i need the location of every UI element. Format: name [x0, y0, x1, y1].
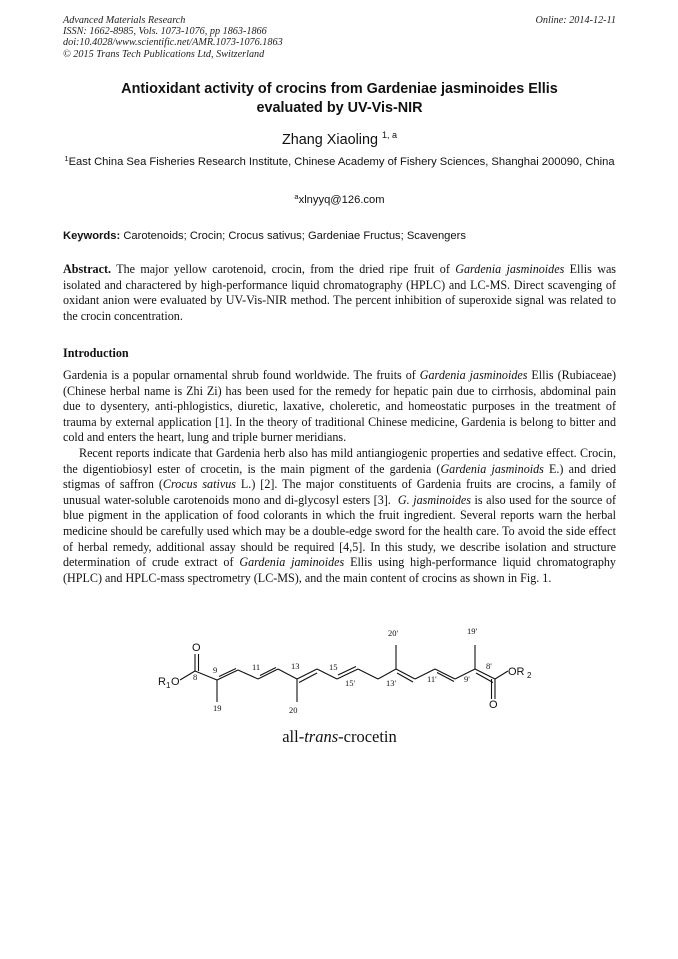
- molecule-bonds: [180, 645, 508, 702]
- atom-or2: OR: [508, 666, 525, 678]
- affiliation-text: East China Sea Fisheries Research Institute, Chinese Academy of Fishery Sciences, Shanghai 200090, China: [68, 156, 615, 168]
- atom-or2-subscript: 2: [527, 671, 532, 680]
- paragraph-2: [63, 446, 616, 586]
- journal-header: [63, 15, 616, 60]
- copyright-line: © 2015 Trans Tech Publications Ltd, Switzerland: [63, 48, 265, 60]
- locant-15: 15: [329, 662, 338, 672]
- online-date: Online: 2014-12-11: [535, 15, 616, 26]
- author-line: [63, 131, 616, 149]
- p1-species-name: Gardenia jasminoides: [419, 368, 528, 382]
- atom-r1: R: [158, 676, 166, 688]
- p2-species-3: G. jasminoides: [397, 492, 471, 507]
- locant-11: 11: [252, 662, 261, 672]
- p2-species-4: Gardenia jaminoides: [239, 555, 345, 570]
- journal-name: Advanced Materials Research: [63, 15, 186, 26]
- p2-text-4: is also used for the source of blue pigment in the application of food colorants in which the fruit ingredient. Several reports warn the herbal medicine should be carefully used which may be a double-edge sword for the health care. To avoid the side effect of herbal remedy, additional assay should be required [4,5]. In this study, we describe isolation and structure determination of crude extract of: [63, 492, 617, 570]
- keywords: [63, 228, 616, 244]
- section-heading-introduction: Introduction: [63, 346, 129, 360]
- atom-o-bottom: O: [489, 699, 498, 711]
- locant-8: 8: [193, 672, 198, 682]
- caption-suffix: -crocetin: [338, 727, 397, 746]
- keywords-label: Keywords:: [63, 230, 121, 242]
- locant-20: 20: [289, 705, 298, 715]
- paragraph-1: [63, 368, 616, 446]
- doi-line: doi:10.4028/www.scientific.net/AMR.1073-1076.1863: [63, 37, 283, 49]
- figure-caption: [63, 727, 616, 747]
- p2-text-1: Recent reports indicate that Gardenia herb also has mild antiangiogenic properties and sedative effect. Crocin, the digentiobiosyl ester of crocetin, is the main pigment of the gardenia (: [63, 445, 616, 476]
- locant-19: 19: [213, 703, 222, 713]
- caption-prefix: all-: [282, 727, 305, 746]
- author-affiliation-marker: 1, a: [382, 130, 398, 140]
- locant-9-prime: 9': [464, 674, 470, 684]
- atom-r1-oxygen: O: [171, 676, 180, 688]
- locant-11-prime: 11': [427, 674, 437, 684]
- introduction-body: [63, 368, 616, 586]
- p2-text-2: E.) and dried stigmas of saffron (: [63, 461, 617, 492]
- affiliation-marker: 1: [64, 154, 69, 163]
- abstract-text-1: The major yellow carotenoid, crocin, from the dried ripe fruit of: [116, 262, 450, 276]
- locant-13: 13: [291, 661, 300, 671]
- email-address[interactable]: xlnyyq@126.com: [298, 194, 385, 206]
- author-name: Zhang Xiaoling: [281, 132, 378, 148]
- abstract: [63, 262, 616, 324]
- email-marker: a: [294, 192, 299, 201]
- p2-text-5: Ellis using high-performance liquid chromatography (HPLC) and HPLC-mass spectrometry (LC-MS), and the main content of crocins as shown in Fig. 1.: [63, 555, 616, 585]
- paper-title: [63, 80, 616, 118]
- caption-italic: trans: [304, 727, 339, 746]
- affiliation: [63, 154, 616, 170]
- locant-9: 9: [213, 665, 218, 675]
- p2-text-3: L.) [2]. The major constituents of Gardenia fruits are crocins, a family of unusual water-soluble carotenoids mono and di-glycosyl esters [3].: [63, 477, 616, 507]
- abstract-species-name: Gardenia jasminoides: [455, 262, 565, 276]
- abstract-label: Abstract.: [63, 262, 112, 276]
- crocetin-structure-figure: [150, 622, 550, 722]
- locant-13-prime: 13': [386, 678, 397, 688]
- p1-text-2: Ellis (Rubiaceae) (Chinese herbal name is Zhi Zi) has been used for the remedy for hepatic pain due to cirrhosis, abdominal pain due to dysentery, anti-phlogistics, diuretic, laxative, choleretic, and homeostatic purposes in the treatment of trauma by external application [1]. In the theory of traditional Chinese medicine, Gardenia is belong to bitter and cold and enters the heart, lung and triple burner meridians.: [63, 368, 616, 445]
- locant-20-prime: 20': [388, 628, 399, 638]
- title-line-2: evaluated by UV-Vis-NIR: [256, 100, 423, 116]
- issn-line: ISSN: 1662-8985, Vols. 1073-1076, pp 1863-1866: [63, 26, 267, 38]
- p1-text-1: Gardenia is a popular ornamental shrub found worldwide. The fruits of: [63, 368, 416, 382]
- locant-8-prime: 8': [486, 661, 492, 671]
- p2-species-2: Crocus sativus: [162, 477, 236, 492]
- email-line: [63, 192, 616, 208]
- abstract-text-2: Ellis was isolated and charactered by high-performance liquid chromatography (HPLC) and LC-MS. Direct scavenging of oxidant anion were evaluated by UV-Vis-NIR method. The percent inhibition of superoxide signal was related to the crocin concentration.: [63, 262, 617, 323]
- atom-o-top: O: [192, 642, 201, 654]
- crocetin-structure-diagram: [150, 622, 550, 722]
- title-line-1: Antioxidant activity of crocins from Gardeniae jasminoides Ellis: [121, 81, 558, 97]
- keywords-text: Carotenoids; Crocin; Crocus sativus; Gardeniae Fructus; Scavengers: [123, 230, 466, 242]
- locant-15-prime: 15': [345, 678, 356, 688]
- atom-r1-subscript: 1: [166, 681, 171, 690]
- locant-19-prime: 19': [467, 626, 478, 636]
- p2-species-1: Gardenia jasminoids: [440, 461, 544, 476]
